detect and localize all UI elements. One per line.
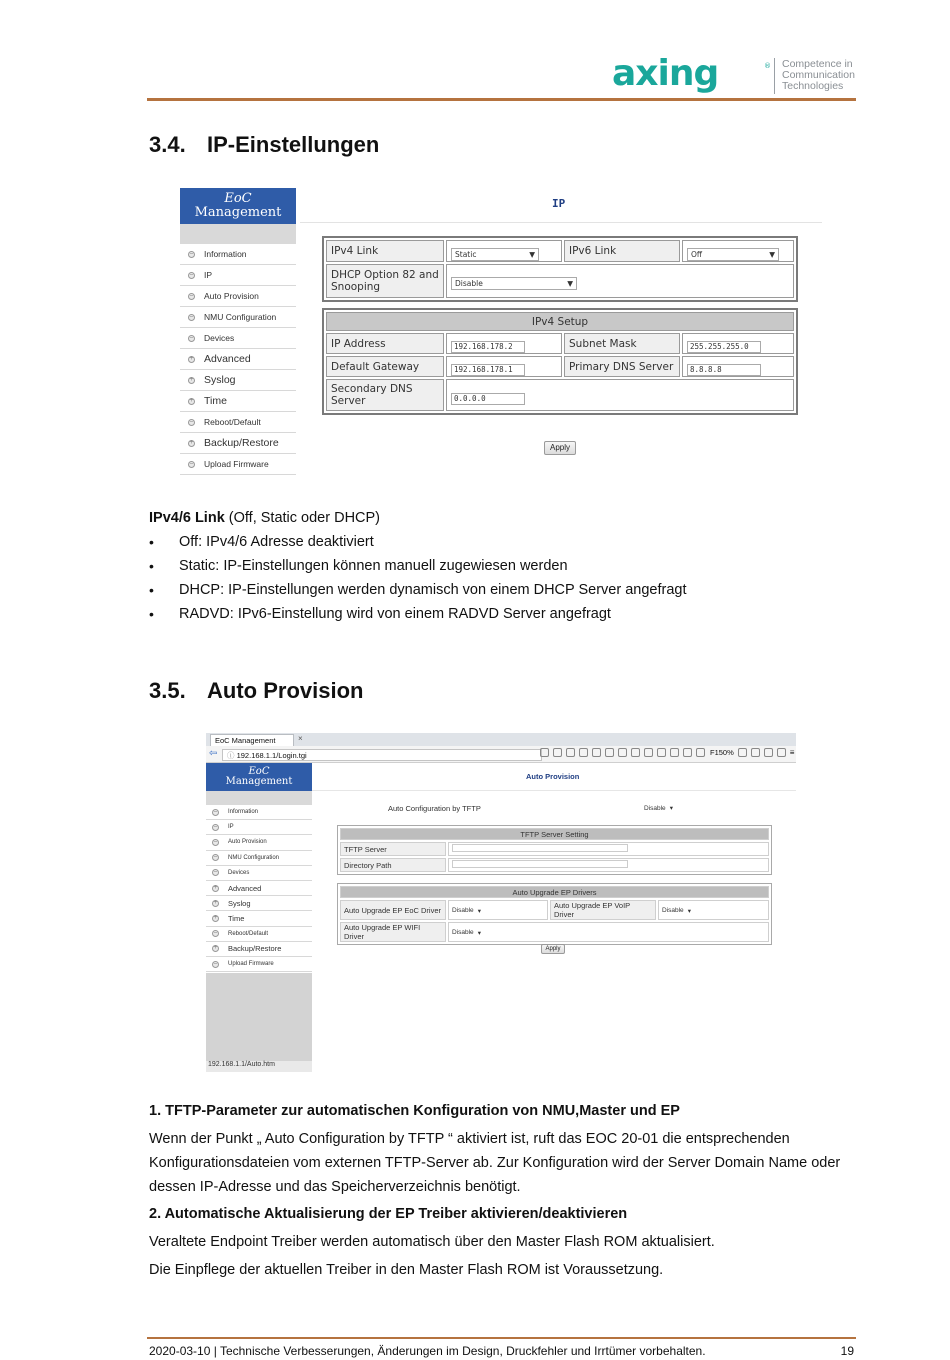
collapse-icon: – [213,930,218,937]
footer-text: 2020-03-10 | Technische Verbesserungen, Änderungen im Design, Druckfehler und Irrtümer vorbehalten. [149,1344,706,1358]
sidebar-item[interactable] [180,412,296,433]
search-icon[interactable] [553,748,562,757]
sidebar-item-label: IP [204,270,213,280]
subnet-mask-input[interactable]: 255.255.255.0 [687,341,761,353]
primary-dns-input[interactable]: 8.8.8.8 [687,364,761,376]
sidebar-menu [180,244,296,476]
wifi-driver-select[interactable]: Disable ▾ [452,929,481,937]
sidebar-item[interactable] [206,851,312,866]
clipboard-icon[interactable] [644,748,653,757]
tftp-heading: 1. TFTP-Parameter zur automatischen Konfiguration von NMU,Master und EP [149,1103,680,1119]
sidebar-item[interactable] [180,370,296,391]
collapse-icon: – [189,292,194,299]
ep-drivers-table [337,883,772,945]
info-icon: ⓘ [227,751,237,760]
sidebar-item[interactable] [206,820,312,835]
bookmark-icon[interactable] [566,748,575,757]
collapse-icon: – [213,808,218,815]
drivers-title: Auto Upgrade EP Drivers [340,886,769,898]
driver-line-1: Veraltete Endpoint Treiber werden automatisch über den Master Flash ROM aktualisiert. [149,1234,715,1250]
expand-icon: + [213,945,218,952]
collapse-icon: – [213,823,218,830]
sidebar-item-label: Reboot/Default [228,930,269,937]
collapse-icon: – [213,869,218,876]
ipv4-link-label: IPv4 Link [326,240,444,262]
section-heading-ip: 3.4. IP-Einstellungen [149,132,380,157]
apply-button[interactable]: Apply [541,944,565,954]
panel-title: Auto Provision [526,772,580,781]
expand-icon: + [189,355,194,362]
sidebar-bottom [206,973,312,1072]
sidebar-item[interactable] [206,957,312,972]
refresh-icon[interactable] [777,748,786,757]
list-item: • DHCP: IP-Einstellungen werden dynamisch von einem DHCP Server angefragt [149,578,849,602]
tagline: Competence in Communication Technologies [782,58,855,92]
wifi-driver-label: Auto Upgrade EP WIFI Driver [340,922,446,942]
chevron-down-icon: ▾ [669,805,673,812]
home-icon[interactable] [618,748,627,757]
sidebar-menu [206,805,312,973]
page-number: 19 [840,1344,854,1358]
status-url: 192.168.1.1/Auto.htm [206,1061,312,1072]
collapse-icon: – [189,250,194,257]
sidebar-item-label: Devices [204,333,235,343]
expand-icon: + [189,397,194,404]
sidebar-item-label: Advanced [204,353,251,365]
secondary-dns-input[interactable]: 0.0.0.0 [451,393,525,405]
sidebar-item-label: Syslog [204,374,236,386]
tools-icon[interactable] [751,748,760,757]
sidebar-item-label: Reboot/Default [204,417,261,427]
secondary-dns-label: Secondary DNS Server [326,379,444,411]
ip-address-input[interactable]: 192.168.178.2 [451,341,525,353]
extension-icon[interactable] [670,748,679,757]
sidebar-item[interactable] [206,942,312,957]
sidebar-item[interactable] [206,896,312,911]
directory-path-label: Directory Path [340,858,446,872]
list-item: • Static: IP-Einstellungen können manuell zugewiesen werden [149,554,849,578]
collapse-icon: – [189,334,194,341]
collapse-icon: – [189,313,194,320]
add-on-icon[interactable] [579,748,588,757]
sidebar-item-label: Information [228,809,259,816]
ipv4-link-select[interactable]: Static ▼ [451,248,539,261]
logo-divider [774,58,775,94]
dhcp-option-label: DHCP Option 82 and Snooping [326,264,444,298]
sidebar-item[interactable] [206,805,312,820]
sidebar-item[interactable] [180,286,296,307]
sidebar-item[interactable] [206,881,312,896]
sidebar-item-label: Auto Provision [228,839,267,846]
sidebar-item[interactable] [180,454,296,475]
footer [149,1344,854,1358]
eoc-management-logo: EoC Management [180,188,296,224]
browser-tab-bar [206,733,796,746]
sidebar-item[interactable] [180,328,296,349]
sidebar-item-label: Auto Provision [204,291,259,301]
eoc-driver-label: Auto Upgrade EP EoC Driver [340,900,446,920]
sidebar-item[interactable] [206,927,312,942]
screenshot-icon[interactable] [738,748,747,757]
chevron-down-icon: ▼ [769,249,775,259]
zoom-level[interactable]: F150% [710,748,734,757]
expand-icon: + [189,439,194,446]
reload-icon[interactable] [540,748,549,757]
sidebar-item[interactable] [206,866,312,881]
sidebar-item[interactable] [180,265,296,286]
close-tab-icon[interactable]: × [298,734,303,743]
ipv46-lead: IPv4/6 Link (Off, Static oder DHCP) [149,510,381,526]
grid-icon[interactable] [592,748,601,757]
sidebar-item-label: Information [204,249,247,259]
plane-icon[interactable] [764,748,773,757]
sidebar-item[interactable] [180,349,296,370]
collapse-icon: – [213,838,218,845]
apply-button[interactable]: Apply [544,441,576,455]
chevron-down-icon: ▾ [477,907,481,915]
panel-divider [300,222,822,223]
footer-rule [147,1337,856,1339]
sidebar-item[interactable] [206,911,312,926]
sidebar-item[interactable] [206,835,312,850]
sidebar-item-label: NMU Configuration [228,854,280,861]
expand-icon: + [213,899,218,906]
tftp-server-label: TFTP Server [340,842,446,856]
link-table [322,236,798,302]
sidebar-item-label: Syslog [228,898,251,908]
ip-settings-screenshot [180,186,822,478]
registered-mark: ® [764,62,771,70]
chevron-down-icon: ▼ [567,279,573,288]
subnet-mask-label: Subnet Mask [564,333,680,354]
list-item: • Off: IPv4/6 Adresse deaktiviert [149,530,849,554]
sidebar-gap [180,224,296,244]
brand-text: axing [612,58,719,94]
sidebar-item-label: Devices [228,869,250,876]
pocket-icon[interactable] [696,748,705,757]
default-gateway-input[interactable]: 192.168.178.1 [451,364,525,376]
sidebar-item-label: Upload Firmware [228,961,274,968]
menu-icon[interactable]: ≡ [789,748,795,757]
expand-icon: + [213,914,218,921]
auto-provision-screenshot [206,733,796,1072]
browser-toolbar [206,746,796,763]
sync-icon[interactable] [683,748,692,757]
tftp-server-input[interactable] [452,844,628,852]
voip-driver-label: Auto Upgrade EP VoIP Driver [550,900,656,920]
sidebar-item-label: IP [228,824,234,831]
expand-icon: + [213,884,218,891]
ipv46-bullets [149,530,849,626]
back-arrow-icon[interactable]: ⇦ [209,748,218,759]
panel-title: IP [552,197,566,210]
directory-path-input[interactable] [452,860,628,868]
auto-config-label: Auto Configuration by TFTP [388,804,481,813]
ipv4-setup-title: IPv4 Setup [326,312,794,331]
driver-line-2: Die Einpflege der aktuellen Treiber in den Master Flash ROM ist Voraussetzung. [149,1262,664,1278]
panel-divider [312,790,796,791]
sidebar-item-label: Backup/Restore [228,944,282,954]
axing-logo [612,58,774,94]
sidebar-item[interactable] [180,391,296,412]
voip-driver-select[interactable]: Disable ▾ [662,907,691,915]
url-input[interactable]: ⓘ 192.168.1.1/Login.tgi [222,749,542,761]
ip-address-label: IP Address [326,333,444,354]
sidebar-item-label: Time [228,913,245,923]
sidebar-item-label: NMU Configuration [204,312,277,322]
sidebar-item-label: Time [204,395,227,407]
collapse-icon: – [213,854,218,861]
chevron-down-icon: ▼ [529,249,535,259]
header-rule [147,98,856,101]
sidebar-gap [206,791,312,805]
chevron-down-icon: ▾ [477,929,481,937]
tftp-server-table [337,825,772,875]
list-item: • RADVD: IPv6-Einstellung wird von einem RADVD Server angefragt [149,602,849,626]
expand-icon: + [189,376,194,383]
primary-dns-label: Primary DNS Server [564,356,680,377]
sidebar-item[interactable] [180,244,296,265]
eoc-driver-select[interactable]: Disable ▾ [452,907,481,915]
sidebar-item-label: Advanced [228,883,262,893]
tftp-setting-title: TFTP Server Setting [340,828,769,840]
ipv6-link-label: IPv6 Link [564,240,680,262]
star-icon[interactable] [631,748,640,757]
default-gateway-label: Default Gateway [326,356,444,377]
collapse-icon: – [213,960,218,967]
sidebar-item-label: Backup/Restore [204,437,279,449]
ipv4-setup-table [322,308,798,415]
browser-tab[interactable]: EoC Management [210,734,294,746]
chevron-down-icon: ▾ [687,907,691,915]
auto-config-select[interactable]: Disable ▾ [644,804,673,812]
collapse-icon: – [189,271,194,278]
driver-heading: 2. Automatische Aktualisierung der EP Treiber aktivieren/deaktivieren [149,1206,628,1222]
collapse-icon: – [189,418,194,425]
dhcp-option-select[interactable]: Disable ▼ [451,277,577,290]
shield-icon[interactable] [657,748,666,757]
download-icon[interactable] [605,748,614,757]
section-heading-auto-provision: 3.5. Auto Provision [149,678,364,703]
eoc-management-logo: EoC Management [206,763,312,791]
collapse-icon: – [189,460,194,467]
sidebar-item[interactable] [180,307,296,328]
sidebar-item[interactable] [180,433,296,454]
sidebar-item-label: Upload Firmware [204,459,269,469]
ipv6-link-select[interactable]: Off ▼ [687,248,779,261]
tftp-paragraph: Wenn der Punkt „ Auto Configuration by TFTP “ aktiviert ist, ruft das EOC 20-01 die entsprechenden Konfigurationsdateien vom externen TFTP-Server ab. Zur Konfiguration wird der Server Domain Name oder dessen IP-Adresse und das Speicherverzeichnis benötigt. [149,1131,841,1195]
toolbar-icons [536,748,794,757]
